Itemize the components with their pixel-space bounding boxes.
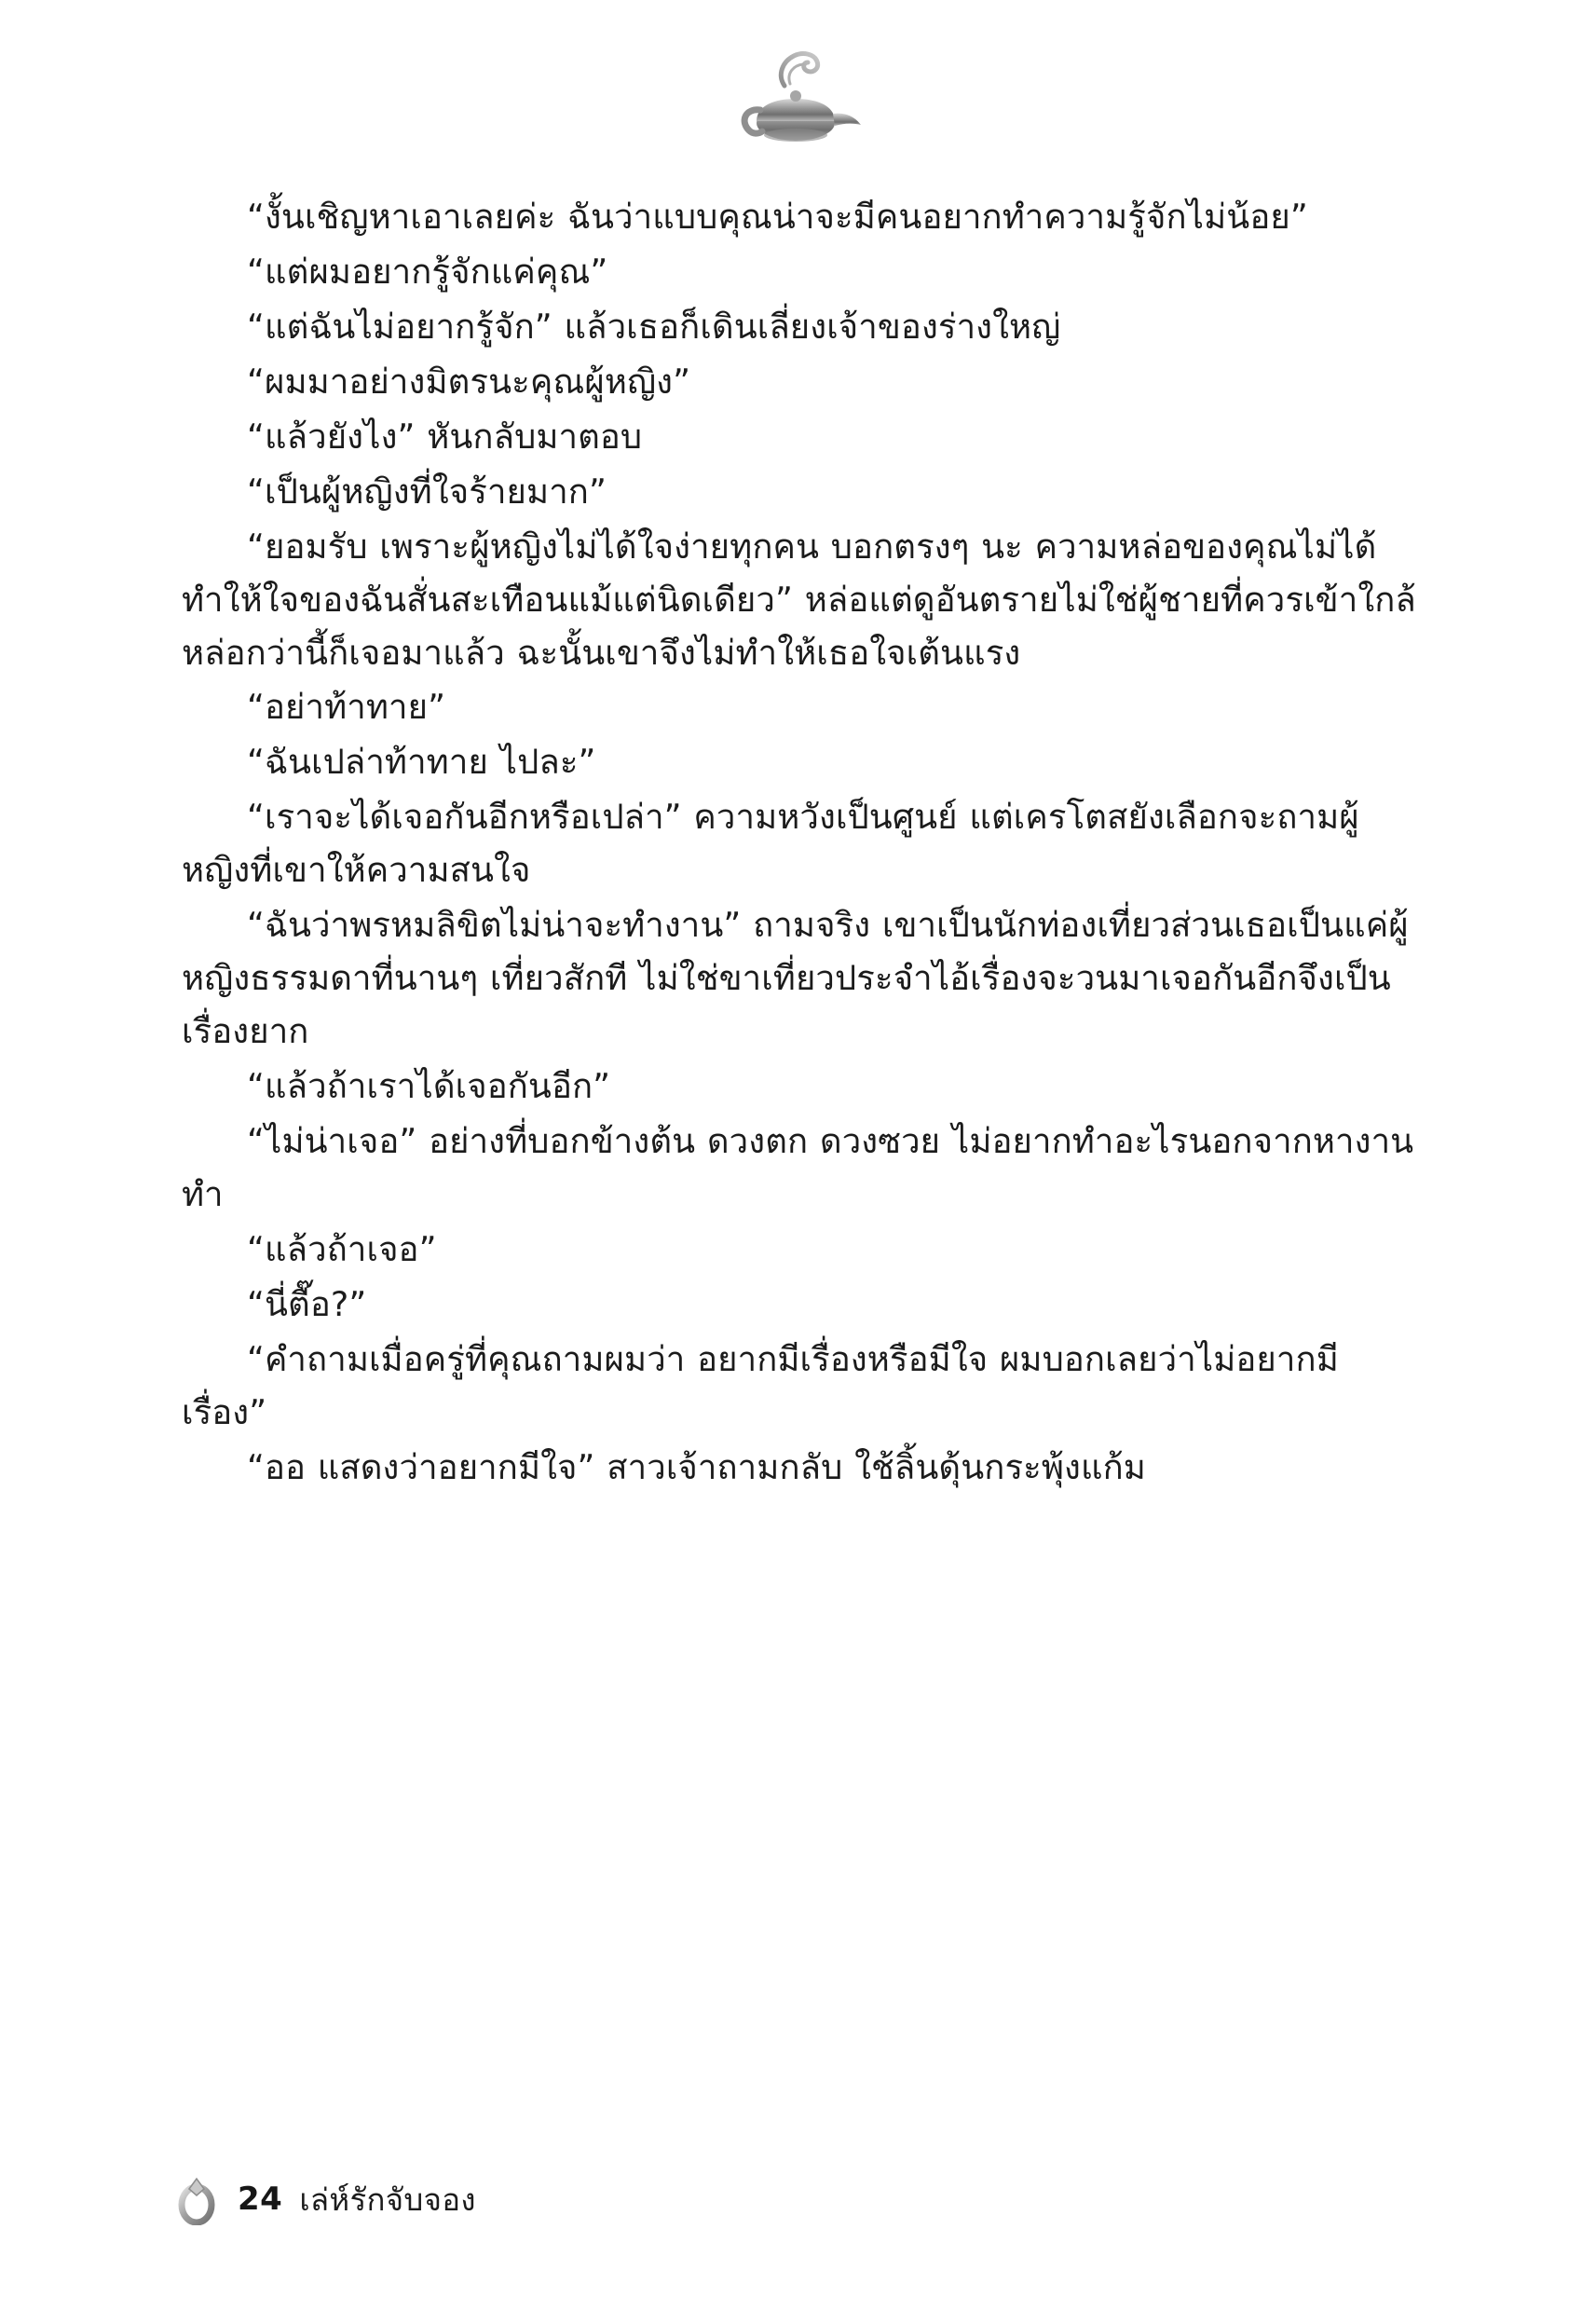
paragraph: “แล้วถ้าเจอ” [247, 1228, 437, 1269]
page-body [182, 191, 1421, 1497]
paragraph: “คำถามเมื่อครู่ที่คุณถามผมว่า อยากมีเรื่องหรือมีใจ ผมบอกเลยว่าไม่อยากมีเรื่อง” [182, 1338, 1339, 1432]
paragraph: “ไม่น่าเจอ” อย่างที่บอกข้างต้น ดวงตก ดวงซวย ไม่อยากทำอะไรนอกจากหางานทำ [182, 1120, 1414, 1214]
paragraph: “แล้วถ้าเราได้เจอกันอีก” [247, 1066, 611, 1106]
paragraph: “แต่ผมอยากรู้จักแค่คุณ” [247, 251, 608, 292]
paragraph: “งั้นเชิญหาเอาเลยค่ะ ฉันว่าแบบคุณน่าจะมีคนอยากทำความรู้จักไม่น้อย” [247, 197, 1308, 237]
page-footer [172, 2173, 476, 2225]
paragraph: “เราจะได้เจอกันอีกหรือเปล่า” ความหวังเป็นศูนย์ แต่เครโตสยังเลือกจะถามผู้หญิงที่เขาให้ความสนใจ [182, 797, 1359, 891]
page-number: 24 [238, 2181, 283, 2218]
genie-lamp-icon [729, 45, 868, 152]
paragraph: “ฉันเปล่าท้าทาย ไปละ” [247, 742, 596, 783]
book-title: เล่ห์รักจับจอง [299, 2181, 476, 2218]
paragraph: “ผมมาอย่างมิตรนะคุณผู้หญิง” [247, 361, 691, 402]
ring-icon [172, 2173, 221, 2225]
header-ornament [0, 45, 1596, 152]
paragraph: “เป็นผู้หญิงที่ใจร้ายมาก” [247, 471, 607, 512]
paragraph: “ฉันว่าพรหมลิขิตไม่น่าจะทำงาน” ถามจริง เขาเป็นนักท่องเที่ยวส่วนเธอเป็นแค่ผู้หญิงธรรมดาที่นานๆ เที่ยวสักที ไม่ใช่ขาเที่ยวประจำไอ้เรื่องจะวนมาเจอกันอีกจึงเป็นเรื่องยาก [182, 905, 1409, 1052]
paragraph: “ออ แสดงว่าอยากมีใจ” สาวเจ้าถามกลับ ใช้ลิ้นดุ้นกระพุ้งแก้ม [247, 1446, 1146, 1487]
paragraph: “แต่ฉันไม่อยากรู้จัก” แล้วเธอก็เดินเลี่ยงเจ้าของร่างใหญ่ [247, 306, 1061, 347]
paragraph: “ยอมรับ เพราะผู้หญิงไม่ได้ใจง่ายทุกคน บอกตรงๆ นะ ความหล่อของคุณไม่ได้ทำให้ใจของฉันสั่นสะเทือนแม้แต่นิดเดียว” หล่อแต่ดูอันตรายไม่ใช่ผู้ชายที่ควรเข้าใกล้ หล่อกว่านี้ก็เจอมาแล้ว ฉะนั้นเขาจึงไม่ทำให้เธอใจเต้นแรง [182, 526, 1416, 673]
paragraph: “แล้วยังไง” หันกลับมาตอบ [247, 416, 643, 457]
paragraph: “นี่ตื๊อ?” [247, 1283, 367, 1324]
paragraph: “อย่าท้าทาย” [247, 687, 446, 728]
